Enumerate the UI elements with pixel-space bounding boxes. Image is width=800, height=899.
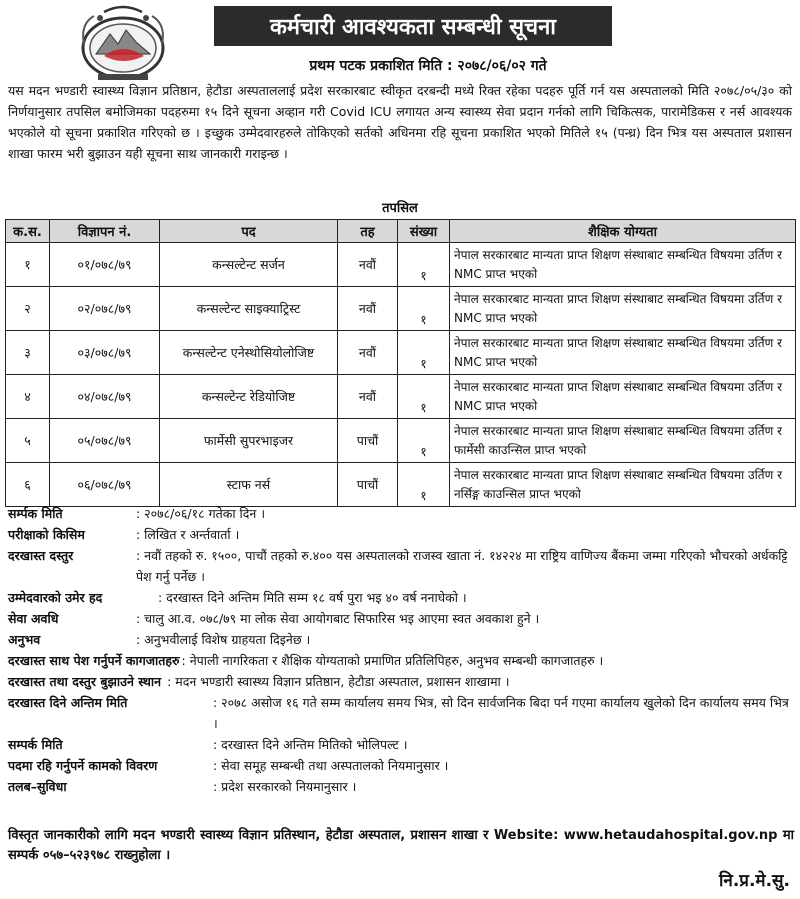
cell-post: कन्सल्टेन्ट एनेस्थोसियोलोजिष्ट — [160, 331, 338, 375]
table-header-row — [6, 220, 796, 243]
detail-required-documents — [8, 650, 794, 671]
cell-level: नवौं — [338, 375, 398, 419]
header-ad-no: विज्ञापन नं. — [50, 220, 160, 243]
detail-label: उम्मेदवारको उमेर हद — [8, 590, 103, 605]
detail-value: : सेवा समूह सम्बन्धी तथा अस्पतालको नियमानुसार । — [213, 758, 449, 773]
cell-education: नेपाल सरकारबाट मान्यता प्राप्त शिक्षण संस्थाबाट सम्बन्धित विषयमा उर्तिण र NMC प्राप्त भएको — [450, 243, 796, 287]
cell-sn: २ — [6, 287, 50, 331]
cell-post: कन्सल्टेन्ट रेडियोजिष्ट — [160, 375, 338, 419]
cell-ad-no: ०४/०७८/७९ — [50, 375, 160, 419]
header-education: शैक्षिक योग्यता — [450, 220, 796, 243]
header-count: संख्या — [398, 220, 450, 243]
detail-label: दरखास्त तथा दस्तुर बुझाउने स्थान — [8, 674, 162, 689]
detail-value: : दरखास्त दिने अन्तिम मिति सम्म १८ वर्ष पुरा भइ ४० वर्ष ननाघेको । — [158, 590, 467, 605]
vacancy-table — [5, 219, 796, 507]
cell-post: कन्सल्टेन्ट साइक्याट्रिस्ट — [160, 287, 338, 331]
detail-value: : लिखित र अर्न्तवार्ता । — [136, 527, 240, 542]
detail-exam-type — [8, 524, 794, 545]
cell-post: फार्मेसी सुपरभाइजर — [160, 419, 338, 463]
cell-ad-no: ०१/०७८/७९ — [50, 243, 160, 287]
published-date: प्रथम पटक प्रकाशित मिति : २०७८/०६/०२ गते — [309, 58, 547, 74]
cell-count: १ — [398, 463, 450, 507]
detail-deadline — [8, 692, 794, 734]
table-row — [6, 375, 796, 419]
detail-value: : मदन भण्डारी स्वास्थ्य विज्ञान प्रतिष्ठान, हेटौडा अस्पताल, प्रशासन शाखामा । — [167, 674, 510, 689]
detail-submission-place — [8, 671, 794, 692]
cell-education: नेपाल सरकारबाट मान्यता प्राप्त शिक्षण संस्थाबाट सम्बन्धित विषयमा उर्तिण र NMC प्राप्त भएको — [450, 287, 796, 331]
footer-contact-info: विस्तृत जानकारीको लागि मदन भण्डारी स्वास्थ्य विज्ञान प्रतिस्थान, हेटौडा अस्पताल, प्रशासन शाखा र Website: www.hetaudahospital.gov.np मा सम्पर्क ०५७–५२३९७८ राख्नुहोला । — [8, 828, 794, 863]
cell-level: नवौं — [338, 287, 398, 331]
detail-value: : नवौं तहको रु. १५००, पाचौं तहको रु.४०० यस अस्पतालको राजस्व खाता नं. १४२२४ मा राष्ट्रिय वाणिज्य बैंकमा जम्मा गरिएको भौचरको अर्धकट्टि पेश गर्नु पर्नेछ । — [136, 548, 788, 584]
detail-label: अनुभव — [8, 632, 41, 647]
cell-ad-no: ०२/०७८/७९ — [50, 287, 160, 331]
intro-paragraph: यस मदन भण्डारी स्वास्थ्य विज्ञान प्रतिष्ठान, हेटौडा अस्पताललाई प्रदेश सरकारबाट स्वीकृत दरबन्दी मध्ये रिक्त रहेका पदहरु पूर्ति गर्न यस अस्पतालको मिति २०७८/०५/३० को निर्णयानुसार तपसिल बमोजिमका पदहरुमा १५ दिने सूचना अव्हान गरी Covid ICU लगायत अन्य स्वास्थ्य सेवा प्रदान गर्नको लागि चिकित्सक, पारामेडिकस र नर्स आवश्यक भएकोले यो सूचना प्रकाशित गरिएको छ । इच्छुक उम्मेदवारहरुले तोकिएको सर्तको अधिनमा रहि सूचना प्रकाशित भएको मितिले १५ (पन्ध्र) दिन भित्र यस अस्पताल प्रशासन शाखा फारम भरी बुझाउन यही सूचना साथ जानकारी गराइन्छ । — [8, 83, 792, 161]
government-emblem-icon — [74, 4, 172, 82]
detail-contact-day — [8, 734, 794, 755]
detail-label: दरखास्त साथ पेश गर्नुपर्ने कागजातहरु — [8, 653, 180, 668]
detail-salary — [8, 776, 794, 797]
cell-count: १ — [398, 287, 450, 331]
detail-value: : दरखास्त दिने अन्तिम मितिको भोलिपल्ट । — [213, 737, 408, 752]
cell-count: १ — [398, 243, 450, 287]
header-sn: क.स. — [6, 220, 50, 243]
detail-label: दरखास्त दिने अन्तिम मिति — [8, 695, 128, 710]
detail-label: पदमा रहि गर्नुपर्ने कामको विवरण — [8, 758, 158, 773]
cell-sn: ४ — [6, 375, 50, 419]
cell-sn: ३ — [6, 331, 50, 375]
cell-post: कन्सल्टेन्ट सर्जन — [160, 243, 338, 287]
detail-age-limit — [8, 587, 794, 608]
cell-ad-no: ०५/०७८/७९ — [50, 419, 160, 463]
cell-sn: ५ — [6, 419, 50, 463]
cell-ad-no: ०३/०७८/७९ — [50, 331, 160, 375]
detail-label: तलब–सुविधा — [8, 779, 67, 794]
cell-post: स्टाफ नर्स — [160, 463, 338, 507]
detail-label: सम्पर्क मिति — [8, 737, 63, 752]
detail-service-period — [8, 608, 794, 629]
cell-level: पाचौं — [338, 419, 398, 463]
notice-title: कर्मचारी आवश्यकता सम्बन्धी सूचना — [214, 6, 612, 46]
cell-education: नेपाल सरकारबाट मान्यता प्राप्त शिक्षण संस्थाबाट सम्बन्धित विषयमा उर्तिण र फार्मेसी काउन्सिल प्राप्त भएको — [450, 419, 796, 463]
signature-abbreviation: नि.प्र.मे.सु. — [718, 871, 790, 891]
header-level: तह — [338, 220, 398, 243]
cell-count: १ — [398, 375, 450, 419]
table-row — [6, 463, 796, 507]
cell-count: १ — [398, 331, 450, 375]
cell-sn: १ — [6, 243, 50, 287]
detail-value: : २०७८/०६/१८ गतेका दिन । — [136, 506, 266, 521]
details-section — [8, 503, 794, 797]
cell-education: नेपाल सरकारबाट मान्यता प्राप्त शिक्षण संस्थाबाट सम्बन्धित विषयमा उर्तिण र नर्सिङ्ग काउन्सिल प्राप्त भएको — [450, 463, 796, 507]
table-row — [6, 243, 796, 287]
detail-value: : नेपाली नागरिकता र शैक्षिक योग्यताको प्रमाणित प्रतिलिपिहरु, अनुभव सम्बन्धी कागजातहरु । — [181, 653, 604, 668]
detail-value: : प्रदेश सरकारको नियमानुसार । — [213, 779, 357, 794]
detail-value: : अनुभवीलाई विशेष ग्राहयता दिइनेछ । — [136, 632, 311, 647]
cell-education: नेपाल सरकारबाट मान्यता प्राप्त शिक्षण संस्थाबाट सम्बन्धित विषयमा उर्तिण र NMC प्राप्त भएको — [450, 331, 796, 375]
cell-count: १ — [398, 419, 450, 463]
detail-job-description — [8, 755, 794, 776]
detail-experience — [8, 629, 794, 650]
detail-application-fee — [8, 545, 794, 587]
detail-label: सेवा अवधि — [8, 611, 59, 626]
cell-level: नवौं — [338, 331, 398, 375]
cell-sn: ६ — [6, 463, 50, 507]
cell-education: नेपाल सरकारबाट मान्यता प्राप्त शिक्षण संस्थाबाट सम्बन्धित विषयमा उर्तिण र NMC प्राप्त भएको — [450, 375, 796, 419]
detail-value: : चालु आ.व. ०७८/७९ मा लोक सेवा आयोगबाट सिफारिस भइ आएमा स्वत अवकाश हुने । — [136, 611, 540, 626]
cell-level: नवौं — [338, 243, 398, 287]
table-row — [6, 287, 796, 331]
detail-label: परीक्षाको किसिम — [8, 527, 85, 542]
cell-level: पाचौं — [338, 463, 398, 507]
table-row — [6, 331, 796, 375]
detail-value: : २०७८ असोज १६ गते सम्म कार्यालय समय भित्र, सो दिन सार्वजनिक बिदा पर्न गएमा कार्यालय खुलेको दिन कार्यालय समय भित्र । — [213, 695, 789, 731]
detail-contact-date — [8, 503, 794, 524]
detail-label: सर्म्पक मिति — [8, 506, 63, 521]
detail-label: दरखास्त दस्तुर — [8, 548, 74, 563]
table-row — [6, 419, 796, 463]
header-post: पद — [160, 220, 338, 243]
cell-ad-no: ०६/०७८/७९ — [50, 463, 160, 507]
table-caption: तपसिल — [382, 201, 418, 216]
